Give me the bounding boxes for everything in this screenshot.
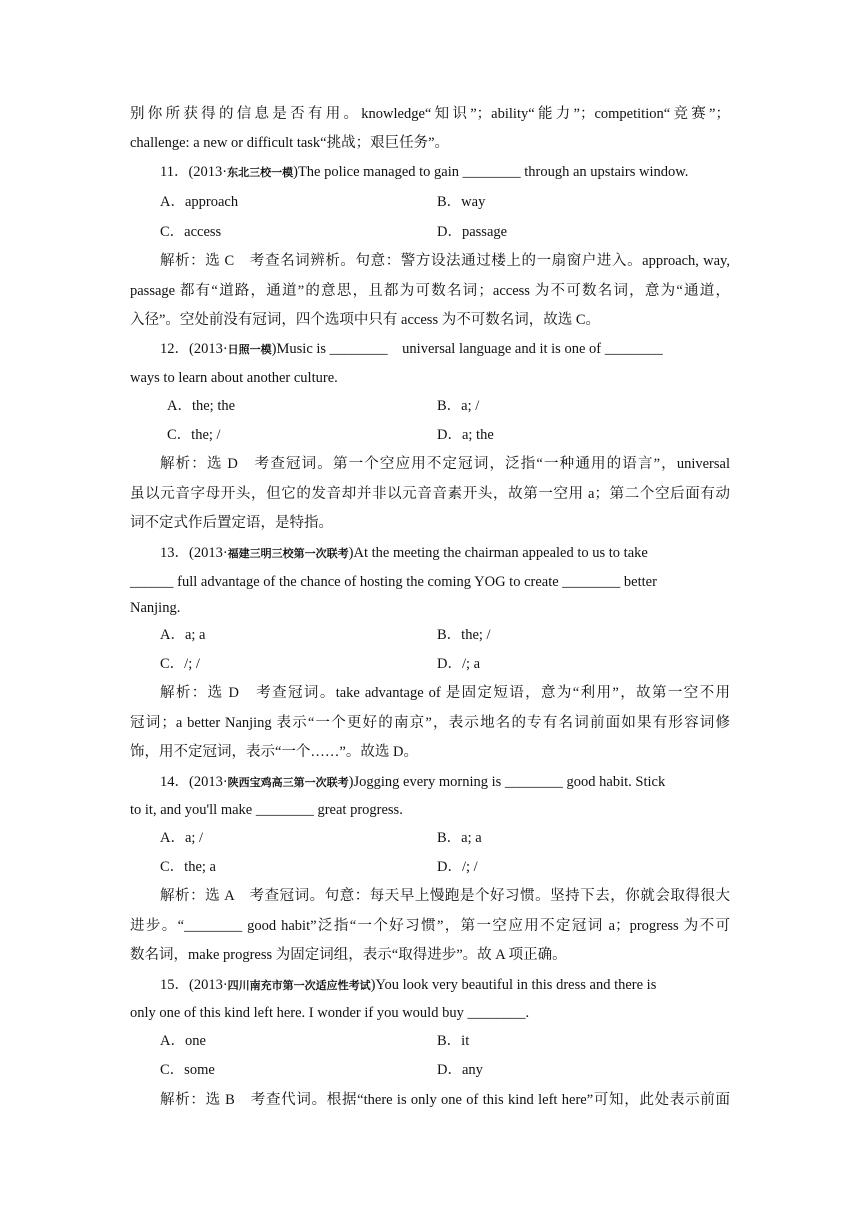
explanation: 解析：选 D 考查冠词。take advantage of 是固定短语，意为“利用”，故第一空不用: [160, 685, 730, 701]
explanation: 冠词；a better Nanjing 表示“一个更好的南京”，表示地名的专有名词前面如果有形容词修: [130, 715, 730, 731]
option-c: C．access: [160, 224, 222, 240]
question-stem: )Jogging every morning is ________ good habit. Stick: [348, 774, 666, 790]
explanation: 词不定式作后置定语，是特指。: [130, 515, 333, 531]
explanation: 解析：选 D 考查冠词。第一个空应用不定冠词，泛指“一种通用的语言”，universal: [160, 456, 730, 472]
option-d: D．any: [437, 1062, 483, 1078]
question-stem: to it, and you'll make ________ great progress.: [130, 802, 403, 818]
text-line: 别你所获得的信息是否有用。knowledge“知识”；ability“能力”；competition“竞赛”；: [130, 106, 730, 122]
question-13: [160, 543, 730, 564]
option-b: B．the; /: [437, 627, 491, 643]
option-a: A．the; the: [167, 398, 236, 414]
explanation: 饰，用不定冠词，表示“一个……”。故选 D。: [130, 744, 418, 760]
question-11: [160, 162, 730, 183]
question-stem: )You look very beautiful in this dress and there is: [370, 977, 657, 993]
option-d: D．a; the: [437, 427, 494, 443]
explanation: 虽以元音字母开头，但它的发音却并非以元音音素开头，故第一空用 a；第二个空后面有动: [130, 486, 730, 502]
question-stem: )At the meeting the chairman appealed to us to take: [348, 545, 648, 561]
question-12: [160, 339, 730, 360]
option-a: A．one: [160, 1033, 206, 1049]
question-number: 13．(2013·: [160, 545, 228, 561]
option-a: A．a; a: [160, 627, 206, 643]
question-source: 日照一模: [227, 343, 272, 356]
option-c: C．the; /: [167, 427, 221, 443]
explanation: 解析：选 A 考查冠词。句意：每天早上慢跑是个好习惯。坚持下去，你就会取得很大: [160, 888, 730, 904]
option-a: A．approach: [160, 194, 239, 210]
question-stem: ______ full advantage of the chance of hosting the coming YOG to create ________ better: [130, 574, 657, 590]
explanation: 数名词，make progress 为固定词组，表示“取得进步”。故 A 项正确。: [130, 947, 567, 963]
question-number: 12．(2013·: [160, 341, 228, 357]
question-15: [160, 975, 730, 996]
option-b: B．a; /: [437, 398, 480, 414]
option-c: C．some: [160, 1062, 215, 1078]
question-stem: )Music is ________ universal language and it is one of ________: [271, 341, 663, 357]
explanation: passage 都有“道路，通道”的意思，且都为可数名词；access 为不可数名词，意为“通道，: [130, 283, 730, 299]
question-number: 15．(2013·: [160, 977, 228, 993]
option-c: C．/; /: [160, 656, 200, 672]
explanation: 入径”。空处前没有冠词，四个选项中只有 access 为不可数名词，故选 C。: [130, 312, 601, 328]
option-b: B．a; a: [437, 830, 482, 846]
question-source: 东北三校一模: [227, 166, 294, 179]
question-stem: Nanjing.: [130, 600, 181, 616]
option-d: D．/; a: [437, 656, 481, 672]
option-c: C．the; a: [160, 859, 216, 875]
question-source: 陕西宝鸡高三第一次联考: [227, 776, 349, 789]
question-14: [160, 772, 730, 793]
option-b: B．it: [437, 1033, 470, 1049]
question-stem: )The police managed to gain ________ through an upstairs window.: [293, 164, 689, 180]
question-stem: ways to learn about another culture.: [130, 370, 338, 386]
question-stem: only one of this kind left here. I wonder if you would buy ________.: [130, 1005, 530, 1021]
question-number: 11．(2013·: [160, 164, 228, 180]
option-d: D．/; /: [437, 859, 478, 875]
option-d: D．passage: [437, 224, 508, 240]
question-source: 四川南充市第一次适应性考试: [227, 979, 371, 992]
option-b: B．way: [437, 194, 486, 210]
option-a: A．a; /: [160, 830, 204, 846]
explanation: 解析：选 B 考查代词。根据“there is only one of this kind left here”可知，此处表示前面: [160, 1092, 730, 1108]
explanation: 解析：选 C 考查名词辨析。句意：警方设法通过楼上的一扇窗户进入。approach, way,: [160, 253, 730, 269]
text-line: challenge: a new or difficult task“挑战；艰巨任务”。: [130, 135, 450, 151]
explanation: 进步。“________ good habit”泛指“一个好习惯”，第一空应用不定冠词 a；progress 为不可: [130, 918, 730, 934]
question-number: 14．(2013·: [160, 774, 228, 790]
question-source: 福建三明三校第一次联考: [227, 547, 349, 560]
